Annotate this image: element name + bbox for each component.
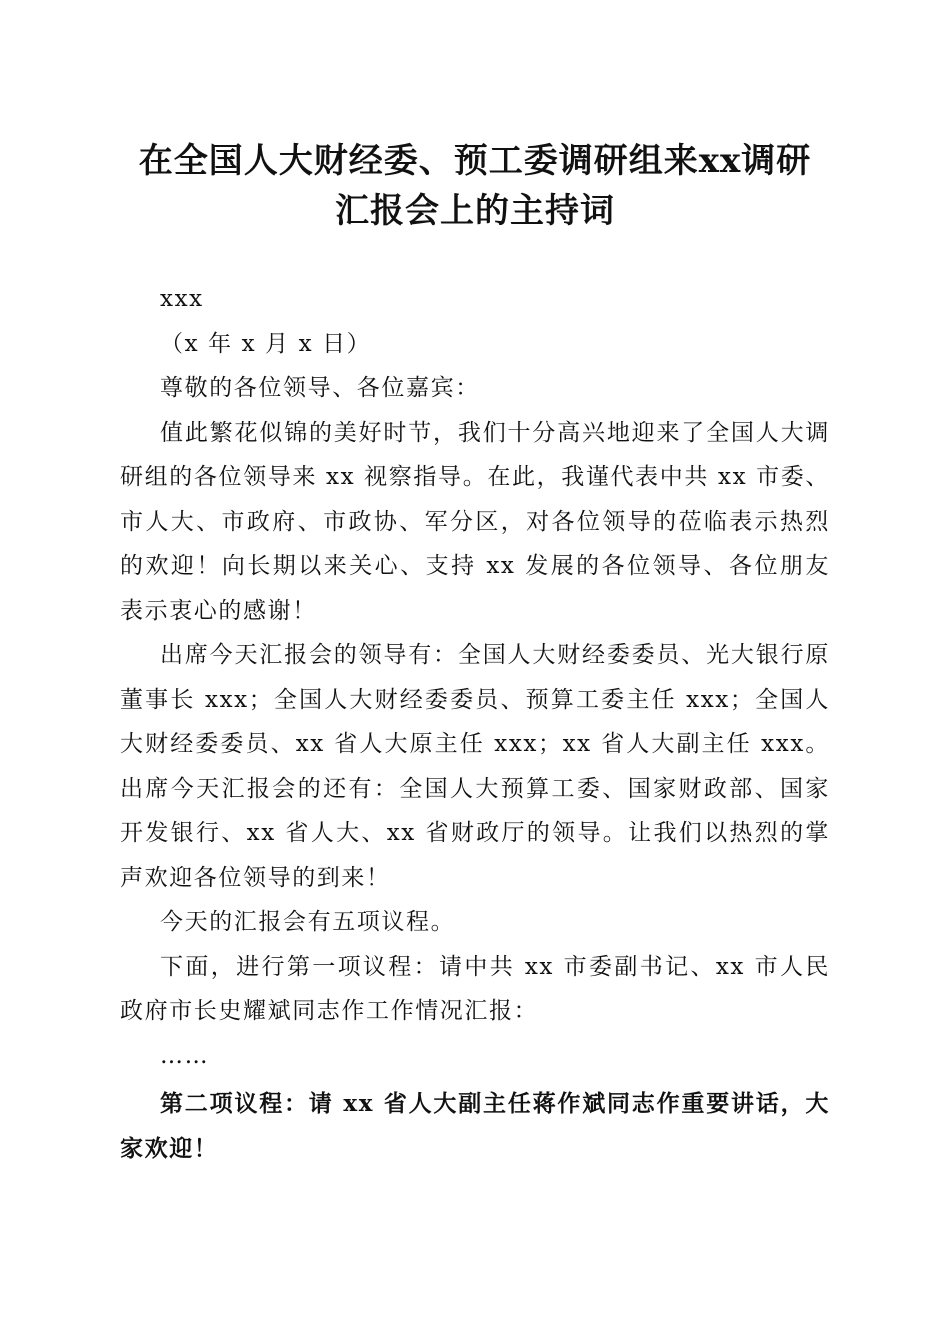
- paragraph-item-two: 第二项议程：请 xx 省人大副主任蒋作斌同志作重要讲话，大家欢迎！: [120, 1090, 830, 1162]
- author-line: xxx: [160, 286, 204, 312]
- title-line-1: 在全国人大财经委、预工委调研组来xx调研: [138, 141, 812, 181]
- paragraph-welcome: 值此繁花似锦的美好时节，我们十分高兴地迎来了全国人大调研组的各位领导来 xx 视察指导。在此，我谨代表中共 xx 市委、市人大、市政府、市政协、军分区，对各位领导的莅临表示热烈的欢迎！向长期以来关心、支持 xx 发展的各位领导、各位朋友表示衷心的感谢！: [120, 419, 830, 624]
- document-title: [80, 136, 870, 236]
- paragraph-salutation: 尊敬的各位领导、各位嘉宾：: [160, 375, 480, 401]
- paragraph-attendees: 出席今天汇报会的领导有：全国人大财经委委员、光大银行原董事长 xxx；全国人大财经委委员、预算工委主任 xxx；全国人大财经委委员、xx 省人大原主任 xxx；xx 省人大副主任 xxx。出席今天汇报会的还有：全国人大预算工委、国家财政部、国家开发银行、xx 省人大、xx 省财政厅的领导。让我们以热烈的掌声欢迎各位领导的到来！: [120, 642, 830, 891]
- title-line-2: 汇报会上的主持词: [335, 191, 615, 231]
- paragraph-ellipsis: ……: [160, 1042, 210, 1069]
- paragraph-agenda: 今天的汇报会有五项议程。: [160, 909, 456, 935]
- paragraph-item-one: 下面，进行第一项议程：请中共 xx 市委副书记、xx 市人民政府市长史耀斌同志作工作情况汇报：: [120, 953, 830, 1024]
- date-line: （x 年 x 月 x 日）: [160, 330, 372, 357]
- document-body: [120, 277, 830, 1171]
